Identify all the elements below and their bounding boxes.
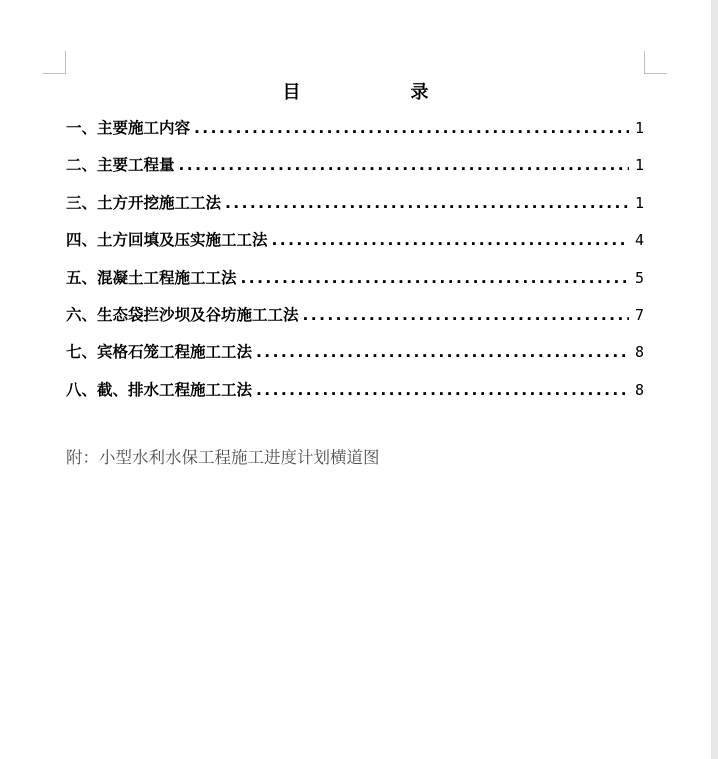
toc-entry-page: 7 bbox=[634, 305, 644, 324]
toc-leader-dots bbox=[256, 340, 629, 364]
toc-leader-dots bbox=[225, 191, 629, 215]
toc-entry-label: 三、土方开挖施工工法 bbox=[66, 193, 222, 212]
toc-leader-dots bbox=[179, 153, 629, 177]
toc-entry-page: 8 bbox=[634, 380, 644, 399]
toc-entry[interactable] bbox=[66, 340, 644, 377]
margin-mark-top-right bbox=[644, 51, 667, 74]
toc-entry-page: 1 bbox=[634, 156, 644, 175]
toc-entry-label: 一、主要施工内容 bbox=[66, 119, 191, 137]
toc-entry-label: 二、主要工程量 bbox=[66, 156, 175, 175]
toc-entry-label: 五、混凝土工程施工工法 bbox=[66, 268, 237, 287]
toc-title-left: 目 bbox=[282, 82, 301, 103]
vertical-scrollbar[interactable] bbox=[711, 0, 718, 759]
toc-title bbox=[0, 78, 711, 104]
toc-title-right: 录 bbox=[410, 82, 429, 103]
toc-entry-page: 4 bbox=[634, 231, 644, 250]
toc-entry[interactable] bbox=[66, 303, 644, 340]
toc-entry[interactable] bbox=[66, 116, 644, 153]
table-of-contents bbox=[66, 116, 644, 415]
toc-leader-dots bbox=[256, 378, 629, 402]
toc-entry[interactable] bbox=[66, 191, 644, 228]
toc-entry-page: 1 bbox=[634, 193, 644, 212]
appendix-note: 附：小型水利水保工程施工进度计划横道图 bbox=[66, 448, 380, 467]
toc-entry[interactable] bbox=[66, 153, 644, 190]
toc-leader-dots bbox=[194, 116, 629, 140]
toc-entry[interactable] bbox=[66, 266, 644, 303]
toc-entry-label: 七、宾格石笼工程施工工法 bbox=[66, 343, 253, 362]
toc-entry-page: 1 bbox=[634, 119, 644, 137]
toc-entry[interactable] bbox=[66, 228, 644, 265]
toc-leader-dots bbox=[272, 228, 629, 252]
toc-leader-dots bbox=[303, 303, 629, 327]
margin-mark-top-left bbox=[43, 51, 66, 74]
toc-entry-label: 八、截、排水工程施工工法 bbox=[66, 380, 253, 399]
toc-entry-label: 六、生态袋拦沙坝及谷坊施工工法 bbox=[66, 305, 299, 324]
toc-entry-label: 四、土方回填及压实施工工法 bbox=[66, 231, 268, 250]
toc-entry-page: 5 bbox=[634, 268, 644, 287]
toc-leader-dots bbox=[241, 266, 629, 290]
toc-entry-page: 8 bbox=[634, 343, 644, 362]
toc-entry[interactable] bbox=[66, 378, 644, 415]
